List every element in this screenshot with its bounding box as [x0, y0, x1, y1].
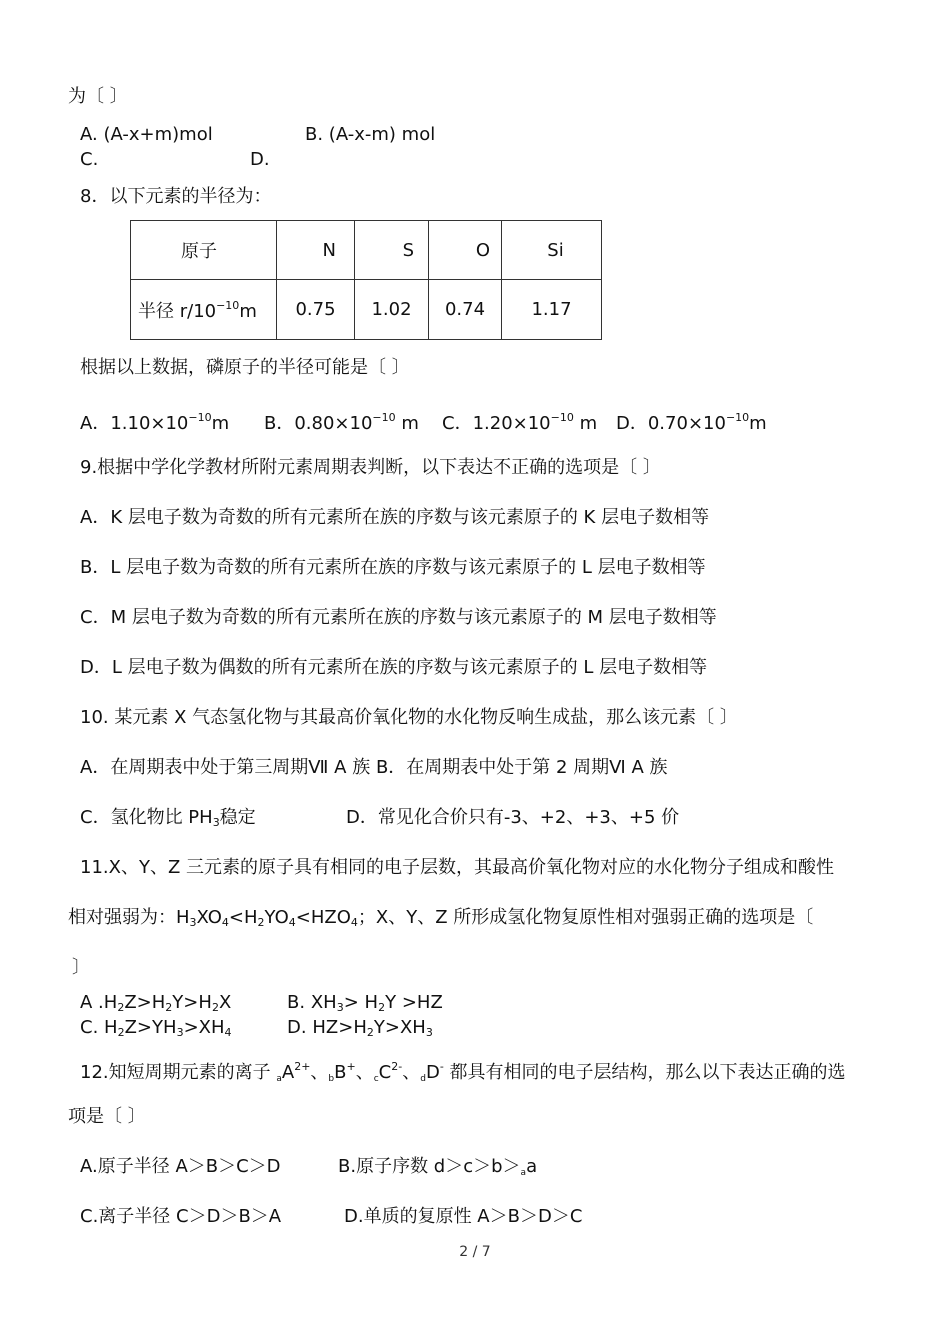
q9-option-c: C．M 层电子数为奇数的所有元素所在族的序数与该元素原子的 M 层电子数相等: [80, 607, 717, 628]
q12-option-b: B.原子序数 d＞c＞b＞aa: [338, 1156, 538, 1178]
q10-stem: 10. 某元素 X 气态氢化物与其最高价氧化物的水化物反响生成盐，那么该元素〔 〕: [80, 707, 738, 728]
q12-option-d: D.单质的复原性 A＞B＞D＞C: [344, 1206, 583, 1227]
q9-stem: 9.根据中学化学教材所附元素周期表判断，以下表达不正确的选项是〔 〕: [80, 457, 661, 478]
table-header-row: [131, 221, 602, 280]
q9-option-a: A．K 层电子数为奇数的所有元素所在族的序数与该元素原子的 K 层电子数相等: [80, 507, 710, 528]
atomic-radius-table: [130, 220, 602, 340]
q8-option-a: A．$1.10\times 10^{-10}m$: [80, 411, 230, 434]
table-row: [131, 280, 602, 340]
q11-stem-line1: 11.X、Y、Z 三元素的原子具有相同的电子层数，其最高价氧化物对应的水化物分子组成和酸性: [80, 857, 835, 878]
q11-stem-line2: 相对强弱为：$H_3XO_4<H_2YO_4<HZO_4$；X、Y、Z 所形成氢化物复原性相对强弱正确的选项是〔: [68, 907, 814, 929]
q8-option-d: D．$0.70\times 10^{-10}m$: [616, 411, 767, 434]
q8-option-b: B．$0.80\times 10^{-10}$ m: [264, 411, 419, 434]
q7-option-d: D.: [250, 149, 270, 170]
table-header-s: S: [355, 221, 429, 280]
q7-option-c: C.: [80, 149, 99, 170]
table-cell-n: 0.75: [277, 280, 355, 340]
table-header-si: Si: [502, 221, 602, 280]
q8-question: 根据以上数据，磷原子的半径可能是〔 〕: [80, 357, 410, 378]
table-cell-o: 0.74: [429, 280, 502, 340]
q7-option-b: B. (A-x-m) mol: [305, 124, 436, 145]
q11-stem-line3: 〕: [72, 957, 90, 978]
q8-stem: 8．以下元素的半径为：: [80, 186, 272, 207]
q7-option-a: A. (A-x+m)mol: [80, 124, 213, 145]
q11-acid-formula: $H_3XO_4<H_2YO_4<HZO_4$: [176, 907, 358, 929]
q11-option-b: B. $XH_3> H_2Y >HZ$: [287, 992, 443, 1014]
q10-option-d: D．常见化合价只有-3、+2、+3、+5 价: [346, 807, 680, 828]
q11-option-d: D. $HZ>H_2Y>XH_3$: [287, 1017, 433, 1039]
table-header-n: N: [277, 221, 355, 280]
q7-stem-tail: 为〔 〕: [68, 86, 128, 107]
q11-option-c: C. $H_2Z>YH_3>XH_4$: [80, 1017, 232, 1039]
page-number: 2 / 7: [459, 1244, 491, 1260]
q8-option-c: C．$1.20\times 10^{-10}$ m: [442, 411, 598, 434]
q10-option-ab: A．在周期表中处于第三周期Ⅶ A 族 B．在周期表中处于第 2 周期Ⅵ A 族: [80, 757, 668, 778]
table-header-o: O: [429, 221, 502, 280]
table-cell-s: 1.02: [355, 280, 429, 340]
q9-option-b: B．L 层电子数为奇数的所有元素所在族的序数与该元素原子的 L 层电子数相等: [80, 557, 706, 578]
q12-option-a: A.原子半径 A＞B＞C＞D: [80, 1156, 281, 1177]
q11-option-a: A $.H_2Z>H_2Y>H_2X$: [80, 992, 232, 1014]
table-cell-si: 1.17: [502, 280, 602, 340]
table-header-atom: 原子: [131, 221, 277, 280]
table-row-label: 半径 $r/10^{-10}m$: [131, 280, 277, 340]
q12-option-c: C.离子半径 C＞D＞B＞A: [80, 1206, 282, 1227]
q10-option-c: C．氢化物比 $PH_3$稳定: [80, 807, 256, 829]
q9-option-d: D．L 层电子数为偶数的所有元素所在族的序数与该元素原子的 L 层电子数相等: [80, 657, 708, 678]
q12-stem-line2: 项是〔 〕: [68, 1106, 146, 1127]
q12-stem-line1: 12.知短周期元素的离子 $aA^{2+}$、bB+、$cC^{2-}$、dD- 都具有相同的电子层结构，那么以下表达正确的选: [80, 1060, 846, 1084]
